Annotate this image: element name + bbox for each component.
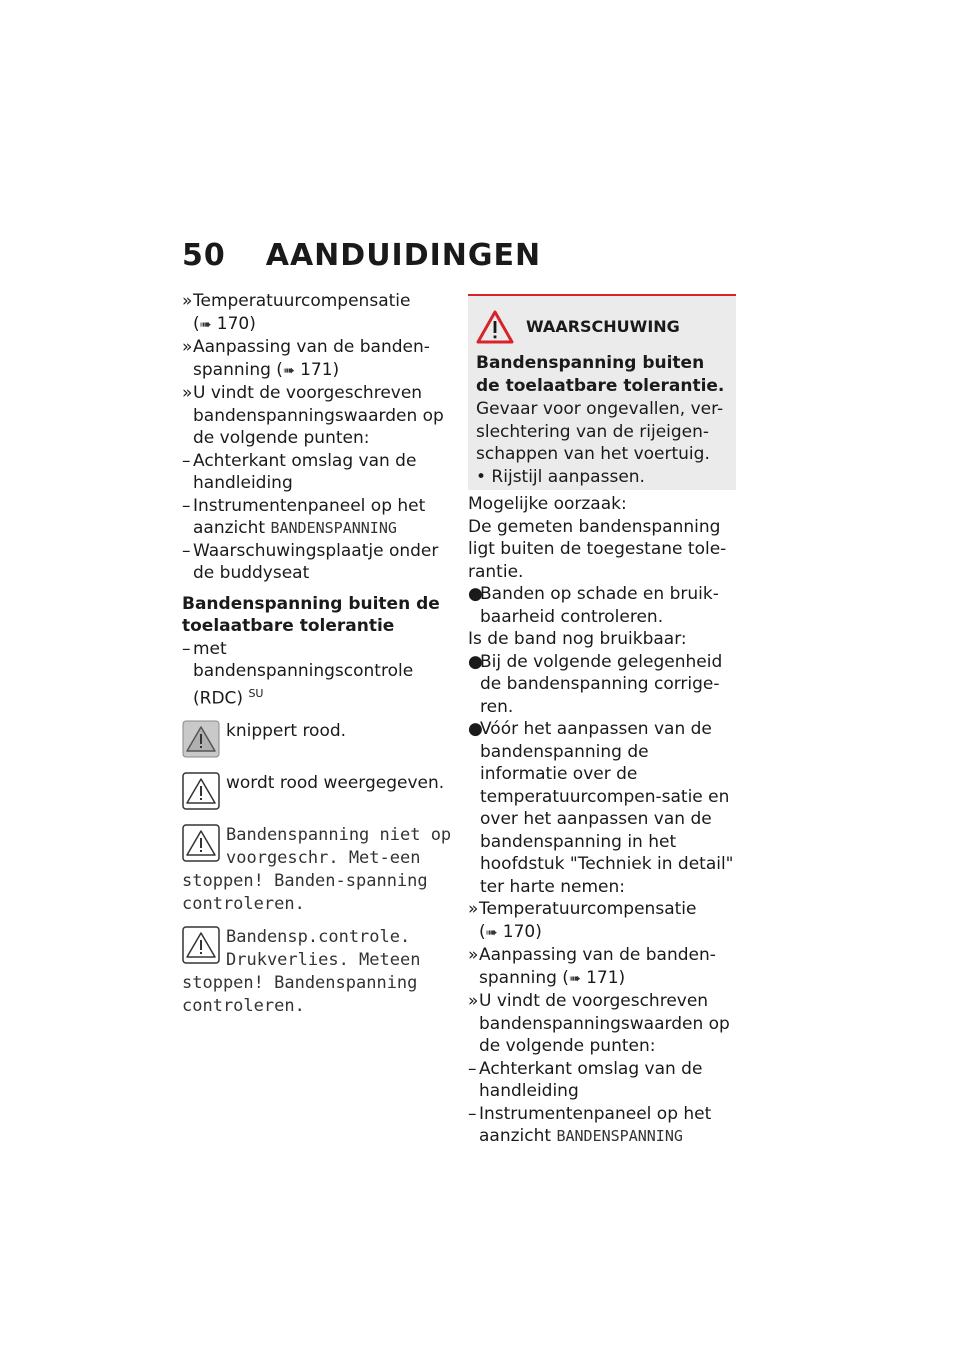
right-column	[468, 493, 740, 1148]
list-item: – Instrumentenpaneel op het aanzicht BANDENSPANNING	[468, 1103, 712, 1146]
xref[interactable]: 171	[300, 359, 333, 380]
list-item: » Aanpassing van de banden-spanning (➠ 171)	[182, 337, 430, 380]
symbol-row	[182, 926, 452, 1018]
cause-text: De gemeten bandenspanning ligt buiten de toegestane tole-rantie.	[468, 516, 727, 582]
xref[interactable]: 171	[586, 967, 619, 988]
warning-text: Gevaar voor ongevallen, ver-slechtering van de rijeigen-schappen van het voertuig.	[476, 399, 724, 464]
display-message: Bandenspanning niet op voorgeschr. Met-een stoppen! Banden-spanning controleren.	[182, 824, 452, 914]
page-header	[182, 238, 541, 273]
xref[interactable]: 170	[216, 313, 250, 334]
warning-triangle-outline-icon	[182, 772, 220, 810]
warning-triangle-filled-icon	[182, 720, 220, 758]
arrow-right-icon: ➠	[199, 316, 212, 333]
page-title: AANDUIDINGEN	[265, 238, 542, 273]
section-heading: Bandenspanning buiten de toelaatbare tolerantie	[182, 593, 440, 636]
symbol-row: wordt rood weergegeven.	[182, 772, 452, 814]
option-code: SU	[248, 686, 264, 700]
bullet-icon: ●	[468, 651, 483, 672]
symbol-row	[182, 824, 452, 916]
list-item: » U vindt de voorgeschreven bandenspanningswaarden op de volgende punten:	[468, 991, 730, 1056]
warning-action: • Rijstijl aanpassen.	[476, 466, 645, 487]
warning-title: WAARSCHUWING	[526, 316, 680, 336]
display-text: BANDENSPANNING	[556, 1127, 683, 1145]
list-item: » Temperatuurcompensatie (➠ 170)	[182, 291, 411, 334]
list-item: – met bandenspanningscontrole (RDC) $^{SU}$	[182, 638, 414, 709]
warning-triangle-icon	[476, 310, 514, 344]
bullet-icon: ●	[468, 584, 483, 604]
display-text: BANDENSPANNING	[270, 519, 397, 537]
list-item: – Achterkant omslag van de handleiding	[468, 1058, 703, 1101]
list-item: » Aanpassing van de banden-spanning (➠ 171)	[468, 945, 716, 988]
usable-label: Is de band nog bruikbaar:	[468, 629, 687, 649]
warning-triangle-outline-icon	[182, 926, 220, 964]
warning-body	[476, 352, 732, 488]
xref[interactable]: 170	[502, 921, 536, 942]
list-item: ● Banden op schade en bruik-baarheid controleren.	[468, 584, 719, 627]
warning-triangle-outline-icon	[182, 824, 220, 862]
list-item: – Waarschuwingsplaatje onder de buddyseat	[182, 540, 439, 583]
symbol-row: knippert rood.	[182, 720, 452, 762]
arrow-right-icon: ➠	[485, 924, 498, 941]
list-item: – Achterkant omslag van de handleiding	[182, 450, 417, 493]
list-item: » Temperatuurcompensatie (➠ 170)	[468, 899, 697, 942]
warning-header	[476, 310, 680, 344]
display-message: Bandensp.controle. Drukverlies. Meteen stoppen! Bandenspanning controleren.	[182, 926, 421, 1016]
arrow-right-icon: ➠	[282, 362, 295, 379]
list-item: – Instrumentenpaneel op het aanzicht BANDENSPANNING	[182, 495, 426, 538]
list-item: ● Vóór het aanpassen van de bandenspanning de informatie over de temperatuurcompen-satie en over het aanpassen van de bandenspanning in het hoofdstuk "Techniek in detail" ter harte nemen:	[468, 719, 734, 897]
cause-label: Mogelijke oorzaak:	[468, 494, 627, 514]
arrow-right-icon: ➠	[568, 970, 581, 987]
warning-lead: Bandenspanning buiten de toelaatbare tolerantie.	[476, 353, 725, 396]
left-column	[182, 290, 452, 1018]
bullet-icon: ●	[468, 719, 483, 739]
warning-box	[468, 294, 736, 490]
list-item: » U vindt de voorgeschreven bandenspanningswaarden op de volgende punten:	[182, 383, 444, 448]
list-item: ● Bij de volgende gelegenheid de bandenspanning corrige-ren.	[468, 651, 723, 717]
page-number: 50	[182, 238, 226, 273]
